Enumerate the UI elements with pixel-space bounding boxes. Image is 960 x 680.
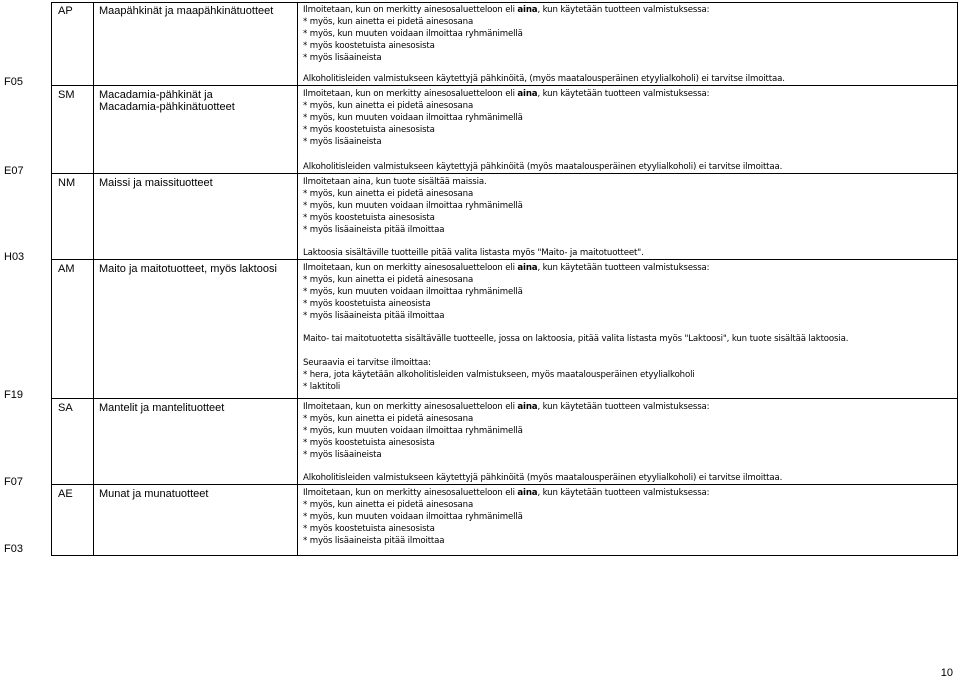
allergen-code: NM [58, 177, 76, 189]
desc-line: Ilmoitetaan, kun on merkitty ainesosaluetteloon eli aina, kun käytetään tuotteen valmistuksessa: [303, 89, 710, 99]
allergen-name: Macadamia-pähkinät ja Macadamia-pähkinätuotteet [99, 89, 235, 113]
desc-line: Laktoosia sisältäville tuotteille pitää valita listasta myös "Maito- ja maitotuotteet". [303, 248, 644, 258]
desc-line: * myös lisäaineista [303, 449, 382, 460]
allergen-description [303, 402, 953, 462]
desc-line: * myös koostetuista aineosista [303, 298, 431, 309]
left-label: F07 [4, 476, 23, 488]
desc-line: Ilmoitetaan, kun on merkitty ainesosaluetteloon eli aina, kun käytetään tuotteen valmistuksessa: [303, 5, 710, 15]
allergen-code: AP [58, 5, 73, 17]
allergen-description [303, 263, 953, 323]
allergen-note [303, 334, 953, 346]
allergen-table [51, 2, 958, 556]
left-label: E07 [4, 165, 24, 177]
allergen-name: Munat ja munatuotteet [99, 488, 209, 500]
allergen-name: Maapähkinät ja maapähkinätuotteet [99, 5, 274, 17]
desc-line: Ilmoitetaan, kun on merkitty ainesosaluetteloon eli aina, kun käytetään tuotteen valmistuksessa: [303, 488, 710, 498]
allergen-note [303, 248, 953, 260]
left-label: F05 [4, 76, 23, 88]
desc-line: * myös, kun muuten voidaan ilmoittaa ryhmänimellä [303, 112, 523, 123]
desc-line: Maito- tai maitotuotetta sisältävälle tuotteelle, jossa on laktoosia, pitää valita listasta myös "Laktoosi", kun tuote sisältää laktoosia. [303, 334, 849, 344]
allergen-description [303, 177, 953, 237]
desc-line: * myös, kun ainetta ei pidetä ainesosana [303, 100, 474, 111]
desc-line: * myös lisäaineista pitää ilmoittaa [303, 310, 445, 321]
row-divider [52, 398, 957, 399]
desc-line: Seuraavia ei tarvitse ilmoittaa: [303, 358, 431, 368]
desc-line: * myös, kun muuten voidaan ilmoittaa ryhmänimellä [303, 425, 523, 436]
desc-line: * myös lisäaineista pitää ilmoittaa [303, 224, 445, 235]
desc-line: * myös, kun ainetta ei pidetä ainesosana [303, 274, 474, 285]
desc-line: * myös, kun ainetta ei pidetä ainesosana [303, 413, 474, 424]
desc-line: Ilmoitetaan, kun on merkitty ainesosaluetteloon eli aina, kun käytetään tuotteen valmistuksessa: [303, 263, 710, 273]
desc-line: * myös, kun muuten voidaan ilmoittaa ryhmänimellä [303, 286, 523, 297]
allergen-exceptions [303, 358, 953, 394]
desc-line: Alkoholitisleiden valmistukseen käytettyjä pähkinöitä (myös maatalousperäinen etyylialkoholi) ei tarvitse ilmoittaa. [303, 473, 783, 483]
allergen-code: SA [58, 402, 73, 414]
allergen-code: AE [58, 488, 73, 500]
desc-line: Alkoholitisleiden valmistukseen käytettyjä pähkinöitä (myös maatalousperäinen etyylialkoholi) ei tarvitse ilmoittaa. [303, 162, 783, 172]
allergen-note [303, 74, 953, 86]
page-number: 10 [940, 667, 953, 679]
desc-line: Alkoholitisleiden valmistukseen käytettyjä pähkinöitä, (myös maatalousperäinen etyylialkoholi) ei tarvitse ilmoittaa. [303, 74, 785, 84]
desc-line: * myös lisäaineista pitää ilmoittaa [303, 535, 445, 546]
desc-line: Ilmoitetaan aina, kun tuote sisältää maissia. [303, 177, 487, 187]
desc-line: * laktitoli [303, 381, 341, 392]
desc-line: * myös koostetuista ainesosista [303, 40, 435, 51]
left-label: H03 [4, 251, 25, 263]
left-label: F19 [4, 389, 23, 401]
allergen-description [303, 5, 953, 65]
desc-line: * myös, kun ainetta ei pidetä ainesosana [303, 16, 474, 27]
allergen-name: Maito ja maitotuotteet, myös laktoosi [99, 263, 277, 275]
left-label: F03 [4, 543, 23, 555]
allergen-code: AM [58, 263, 75, 275]
desc-line: * myös, kun muuten voidaan ilmoittaa ryhmänimellä [303, 511, 523, 522]
desc-line: * myös koostetuista ainesosista [303, 212, 435, 223]
allergen-name: Maissi ja maissituotteet [99, 177, 213, 189]
desc-line: * myös, kun ainetta ei pidetä ainesosana [303, 499, 474, 510]
desc-line: * myös koostetuista ainesosista [303, 124, 435, 135]
allergen-description [303, 488, 953, 548]
desc-line: * myös koostetuista ainesosista [303, 523, 435, 534]
desc-line: * hera, jota käytetään alkoholitisleiden valmistukseen, myös maatalousperäinen etyylialkoholi [303, 369, 695, 380]
allergen-description [303, 89, 953, 149]
desc-line: * myös, kun muuten voidaan ilmoittaa ryhmänimellä [303, 28, 523, 39]
desc-line: * myös, kun ainetta ei pidetä ainesosana [303, 188, 474, 199]
allergen-note [303, 162, 953, 174]
allergen-name: Mantelit ja mantelituotteet [99, 402, 225, 414]
allergen-code: SM [58, 89, 75, 101]
desc-line: * myös koostetuista ainesosista [303, 437, 435, 448]
desc-line: Ilmoitetaan, kun on merkitty ainesosaluetteloon eli aina, kun käytetään tuotteen valmistuksessa: [303, 402, 710, 412]
allergen-note [303, 473, 953, 485]
desc-line: * myös, kun muuten voidaan ilmoittaa ryhmänimellä [303, 200, 523, 211]
desc-line: * myös lisäaineista [303, 136, 382, 147]
desc-line: * myös lisäaineista [303, 52, 382, 63]
